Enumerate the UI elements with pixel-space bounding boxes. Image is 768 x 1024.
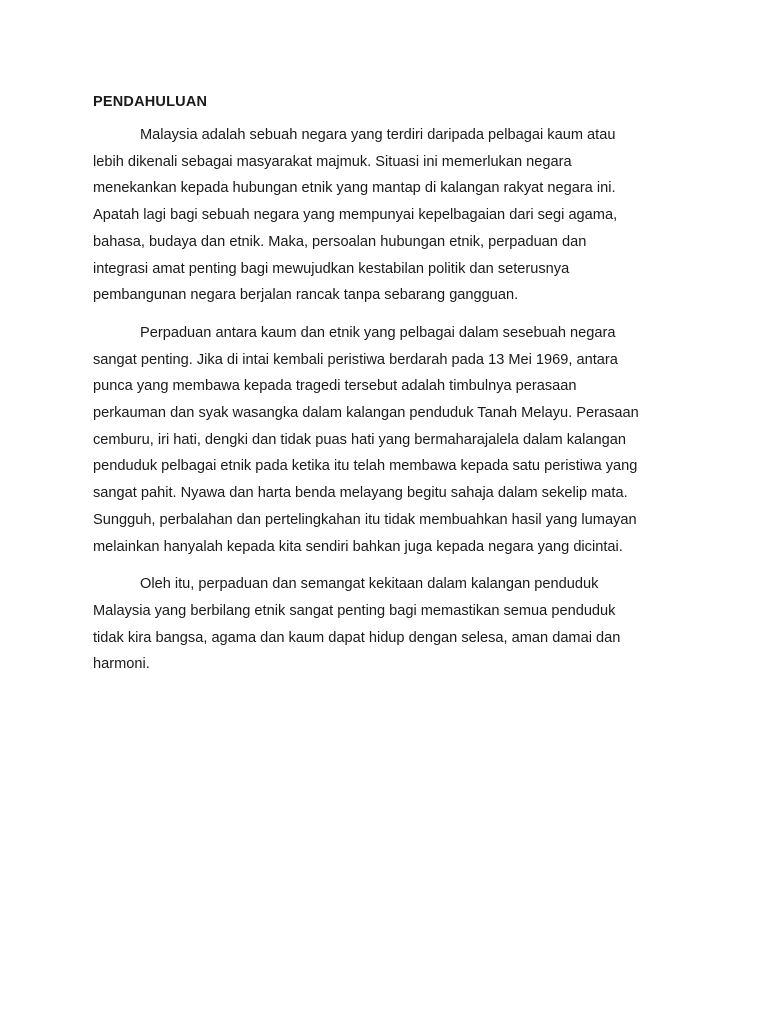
text-line: Malaysia adalah sebuah negara yang terdiri daripada pelbagai kaum atau bbox=[140, 127, 616, 143]
text-line: Oleh itu, perpaduan dan semangat kekitaan dalam kalangan penduduk bbox=[140, 576, 599, 593]
text-line: Sungguh, perbalahan dan pertelingkahan itu tidak membuahkan hasil yang lumayan bbox=[93, 511, 637, 528]
paragraph-3 bbox=[93, 571, 683, 678]
text-line: pembangunan negara berjalan rancak tanpa sebarang gangguan. bbox=[93, 287, 519, 304]
text-line: cemburu, iri hati, dengki dan tidak puas hati yang bermaharajalela dalam kalangan bbox=[93, 431, 626, 448]
text-line: bahasa, budaya dan etnik. Maka, persoalan hubungan etnik, perpaduan dan bbox=[93, 233, 587, 250]
text-line: perkauman dan syak wasangka dalam kalangan penduduk Tanah Melayu. Perasaan bbox=[93, 405, 639, 422]
text-line: lebih dikenali sebagai masyarakat majmuk. Situasi ini memerlukan negara bbox=[93, 153, 572, 170]
paragraph-2 bbox=[93, 320, 683, 560]
text-line: punca yang membawa kepada tragedi tersebut adalah timbulnya perasaan bbox=[93, 378, 577, 395]
text-line: tidak kira bangsa, agama dan kaum dapat hidup dengan selesa, aman damai dan bbox=[93, 629, 621, 646]
text-line: integrasi amat penting bagi mewujudkan kestabilan politik dan seterusnya bbox=[93, 260, 570, 277]
text-line: penduduk pelbagai etnik pada ketika itu telah membawa kepada satu peristiwa yang bbox=[93, 458, 638, 475]
paragraph-1 bbox=[93, 122, 683, 309]
section-heading: PENDAHULUAN bbox=[93, 94, 208, 110]
text-line: sangat penting. Jika di intai kembali peristiwa berdarah pada 13 Mei 1969, antara bbox=[93, 351, 618, 368]
text-line: Apatah lagi bagi sebuah negara yang mempunyai kepelbagaian dari segi agama, bbox=[93, 207, 618, 224]
text-line: melainkan hanyalah kepada kita sendiri bahkan juga kepada negara yang dicintai. bbox=[93, 538, 623, 555]
text-line: harmoni. bbox=[93, 656, 150, 673]
text-line: menekankan kepada hubungan etnik yang mantap di kalangan rakyat negara ini. bbox=[93, 180, 616, 197]
document-body bbox=[93, 92, 683, 689]
text-line: sangat pahit. Nyawa dan harta benda melayang begitu sahaja dalam sekelip mata. bbox=[93, 485, 628, 502]
text-line: Malaysia yang berbilang etnik sangat penting bagi memastikan semua penduduk bbox=[93, 602, 616, 619]
text-line: Perpaduan antara kaum dan etnik yang pelbagai dalam sesebuah negara bbox=[140, 324, 616, 341]
